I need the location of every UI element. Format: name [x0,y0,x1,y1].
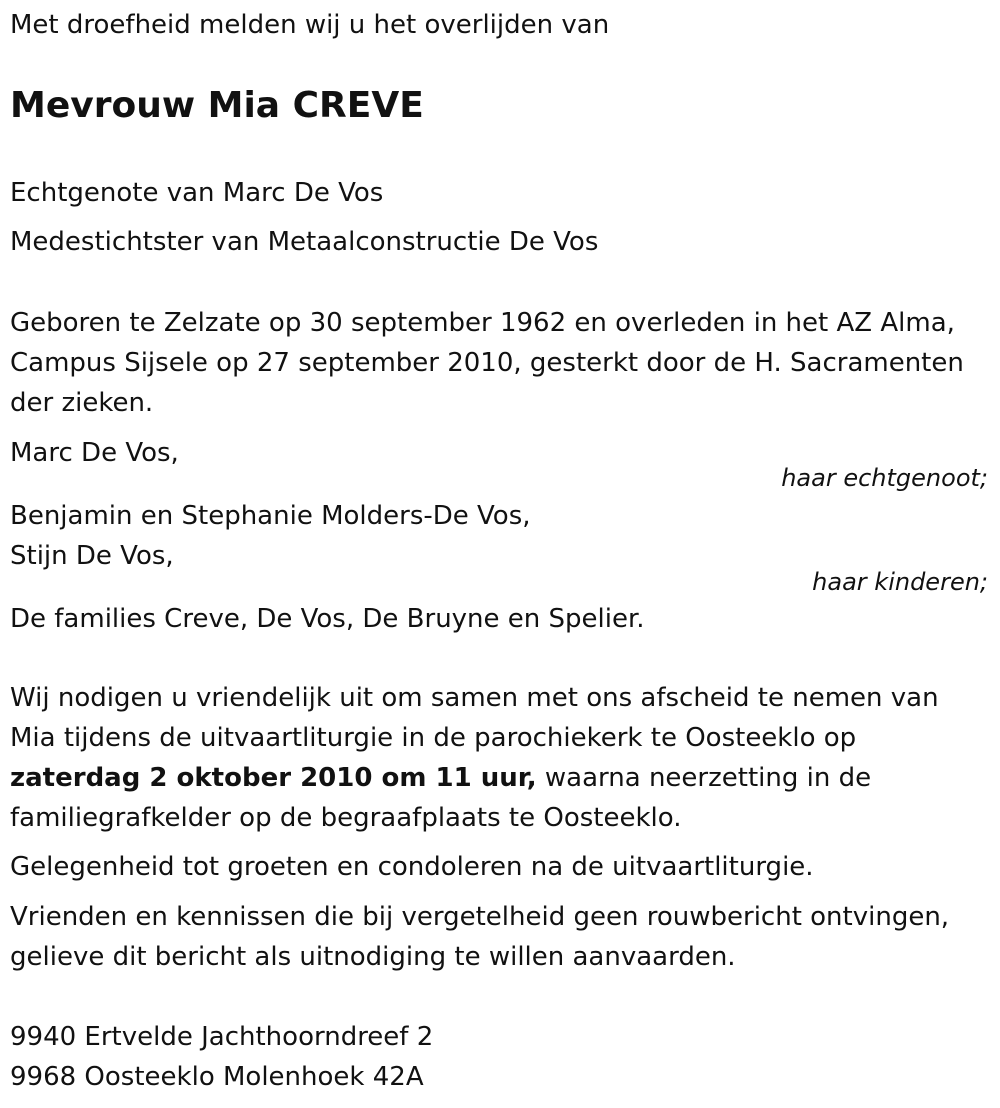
child-1: Benjamin en Stephanie Molders-De Vos, [10,501,531,531]
invitation-line-4: familiegrafkelder op de begraafplaats te Oosteeklo. [10,803,682,833]
funeral-date: zaterdag 2 oktober 2010 om 11 uur, [10,763,537,793]
friends-line-1: Vrienden en kennissen die bij vergetelheid geen rouwbericht ontvingen, [10,902,950,932]
birth-death-line-3: der zieken. [10,388,154,418]
spouse-role: haar echtgenoot; [781,464,988,492]
condolences-line: Gelegenheid tot groeten en condoleren na de uitvaartliturgie. [10,852,814,882]
birth-death-line-2: Campus Sijsele op 27 september 2010, gesterkt door de H. Sacramenten [10,348,964,378]
spouse-name: Marc De Vos, [10,438,179,468]
invitation-line-3 [10,758,871,798]
spouse-line: Echtgenote van Marc De Vos [10,178,384,208]
founder-line: Medestichtster van Metaalconstructie De Vos [10,227,599,257]
address-1: 9940 Ertvelde Jachthoorndreef 2 [10,1022,434,1052]
friends-line-2: gelieve dit bericht als uitnodiging te willen aanvaarden. [10,942,736,972]
intro-line: Met droefheid melden wij u het overlijden van [10,10,610,40]
birth-death-line-1: Geboren te Zelzate op 30 september 1962 en overleden in het AZ Alma, [10,308,955,338]
deceased-name: Mevrouw Mia CREVE [10,85,424,126]
invitation-line-3-rest: waarna neerzetting in de [536,763,872,793]
invitation-line-2: Mia tijdens de uitvaartliturgie in de parochiekerk te Oosteeklo op [10,723,857,753]
children-role: haar kinderen; [812,568,988,596]
invitation-line-1: Wij nodigen u vriendelijk uit om samen met ons afscheid te nemen van [10,683,939,713]
child-2: Stijn De Vos, [10,541,174,571]
families-line: De families Creve, De Vos, De Bruyne en Spelier. [10,604,645,634]
address-2: 9968 Oosteeklo Molenhoek 42A [10,1062,424,1092]
